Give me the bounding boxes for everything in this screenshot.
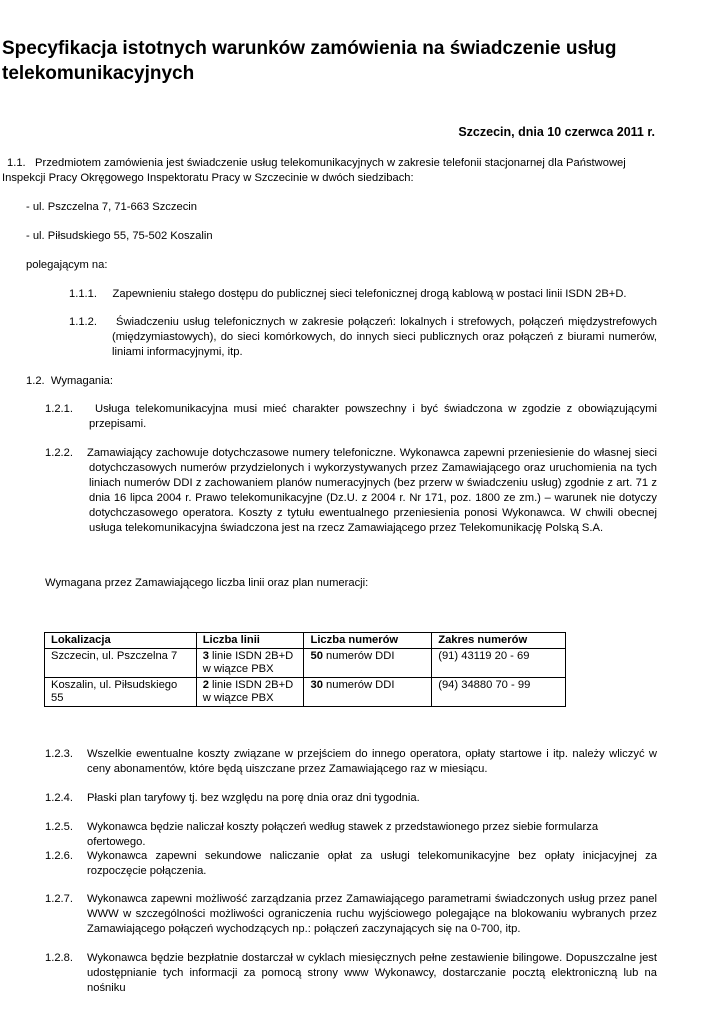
lines-description: linie ISDN 2B+D w wiązce PBX [202, 679, 294, 704]
location-cell: Szczecin, ul. Pszczelna 7 [45, 649, 197, 678]
item-text: Płaski plan taryfowy tj. bez względu na porę dnia oraz dni tygodnia. [87, 792, 420, 804]
list-item [45, 446, 657, 536]
item-number: 1.2.4. [45, 792, 73, 804]
item-number: 1.1.2. [69, 316, 97, 328]
item-text: Wykonawca będzie bezpłatnie dostarczał w cyklach miesięcznych pełne zestawienie bilingowe. Dopuszczalne jest udostępnianie tych informacji za pomocą strony www Wykonawcy, dostarczanie pocztą elektroniczną lub na nośniku [87, 952, 657, 994]
list-item [45, 820, 657, 850]
lines-count: 3 [202, 650, 209, 662]
list-item [45, 747, 657, 777]
column-header: Zakres numerów [432, 633, 566, 649]
item-number: 1.2.7. [45, 893, 73, 905]
item-number: 1.2.3. [45, 748, 73, 760]
table-header-row [45, 633, 566, 649]
numbers-description: numerów DDI [322, 650, 395, 662]
item-text: Zapewnieniu stałego dostępu do publicznej sieci telefonicznej drogą kablową w postaci linii ISDN 2B+D. [112, 288, 627, 300]
lines-cell [196, 649, 304, 678]
numbers-count: 50 [310, 650, 323, 662]
lines-cell [196, 678, 304, 707]
item-text: Wykonawca zapewni możliwość zarządzania przez Zamawiającego parametrami świadczonych usług przez panel WWW w szczególności możliwości ograniczenia ruchu wyjściowego polegające na blokowaniu wybranych przez Zamawiającego połączeń wychodzących np.: połączeń zaczynających się na 0-700, itp. [87, 893, 657, 935]
item-text: Wykonawca zapewni sekundowe naliczanie opłat za usługi telekomunikacyjne bez opłaty inicjacyjnej za rozpoczęcie połączenia. [87, 850, 657, 877]
consists-label: polegającym na: [26, 259, 108, 271]
item-number: 1.2.5. [45, 821, 73, 833]
address-szczecin: - ul. Pszczelna 7, 71-663 Szczecin [26, 201, 198, 213]
list-item [45, 402, 657, 432]
item-number: 1.1.1. [69, 288, 97, 300]
requirements-heading [26, 374, 113, 389]
item-text: Zamawiający zachowuje dotychczasowe numery telefoniczne. Wykonawca zapewni przeniesienie do własnej sieci dotychczasowych numerów przydzielonych i wykorzystywanych przez Zamawiającego oraz uruchomienia na tych liniach numerów DDI z zachowaniem planów numeracyjnych (bez przerw w świadczeniu usług) zgodnie z art. 71 z dnia 16 lipca 2004 r. Prawo telekomunikacyjne (Dz.U. z 2004 r. Nr 171, poz. 1800 ze zm.) – warunek nie dotyczy dotychczasowego operatora. Koszty z tytułu ewentualnego przeniesienia ponosi Wykonawca. W chwili obecnej usługa telekomunikacyjna świadczona jest na rzecz Zamawiającego przez Telekomunikację Polską S.A. [87, 447, 657, 534]
column-header: Liczba numerów [304, 633, 432, 649]
page-title: Specyfikacja istotnych warunków zamówienia na świadczenie usług telekomunikacyjnych [2, 38, 617, 84]
item-number: 1.2.2. [45, 447, 73, 459]
intro-number: 1.1. [7, 157, 26, 169]
list-item [45, 791, 657, 806]
list-item [45, 892, 657, 937]
numbers-cell [304, 678, 432, 707]
lines-description: linie ISDN 2B+D w wiązce PBX [202, 650, 294, 675]
item-number: 1.2.8. [45, 952, 73, 964]
table-row [45, 678, 566, 707]
address-koszalin: - ul. Piłsudskiego 55, 75-502 Koszalin [26, 230, 213, 242]
list-item [45, 849, 657, 879]
item-text: Wykonawca będzie naliczał koszty połączeń według stawek z przedstawionego przez siebie formularza ofertowego. [87, 821, 599, 848]
table-caption: Wymagana przez Zamawiającego liczba linii oraz plan numeracji: [45, 577, 369, 589]
location-cell: Koszalin, ul. Piłsudskiego 55 [45, 678, 197, 707]
intro-paragraph [2, 156, 658, 186]
requirements-label: Wymagania: [50, 375, 113, 387]
numbers-count: 30 [310, 679, 323, 691]
table-row [45, 649, 566, 678]
item-text: Usługa telekomunikacyjna musi mieć charakter powszechny i być świadczona w zgodzie z obowiązującymi przepisami. [89, 403, 657, 430]
list-item [45, 951, 657, 996]
item-text: Wszelkie ewentualne koszty związane w przejściem do innego operatora, opłaty startowe i itp. należy wliczyć w ceny abonamentów, które będą uiszczane przez Zamawiającego raz w miesiącu. [87, 748, 657, 775]
requirements-number: 1.2. [26, 375, 45, 387]
document-date: Szczecin, dnia 10 czerwca 2011 r. [458, 125, 655, 139]
list-item [69, 315, 657, 360]
numbers-cell [304, 649, 432, 678]
lines-table [44, 632, 566, 707]
numbers-description: numerów DDI [322, 679, 395, 691]
column-header: Lokalizacja [45, 633, 197, 649]
intro-text: Przedmiotem zamówienia jest świadczenie usług telekomunikacyjnych w zakresie telefonii stacjonarnej dla Państwowej Inspekcji Pracy Okręgowego Inspektoratu Pracy w Szczecinie w dwóch siedzibach: [2, 157, 626, 184]
range-cell: (94) 34880 70 - 99 [432, 678, 566, 707]
list-item [69, 287, 659, 302]
item-number: 1.2.6. [45, 850, 73, 862]
item-number: 1.2.1. [45, 403, 73, 415]
range-cell: (91) 43119 20 - 69 [432, 649, 566, 678]
column-header: Liczba linii [196, 633, 304, 649]
item-text: Świadczeniu usług telefonicznych w zakresie połączeń: lokalnych i strefowych, połączeń międzystrefowych (międzymiastowych), do sieci komórkowych, do innych sieci publicznych oraz połączeń z biurami numerów, liniami informacyjnymi, itp. [112, 316, 657, 358]
lines-count: 2 [202, 679, 209, 691]
